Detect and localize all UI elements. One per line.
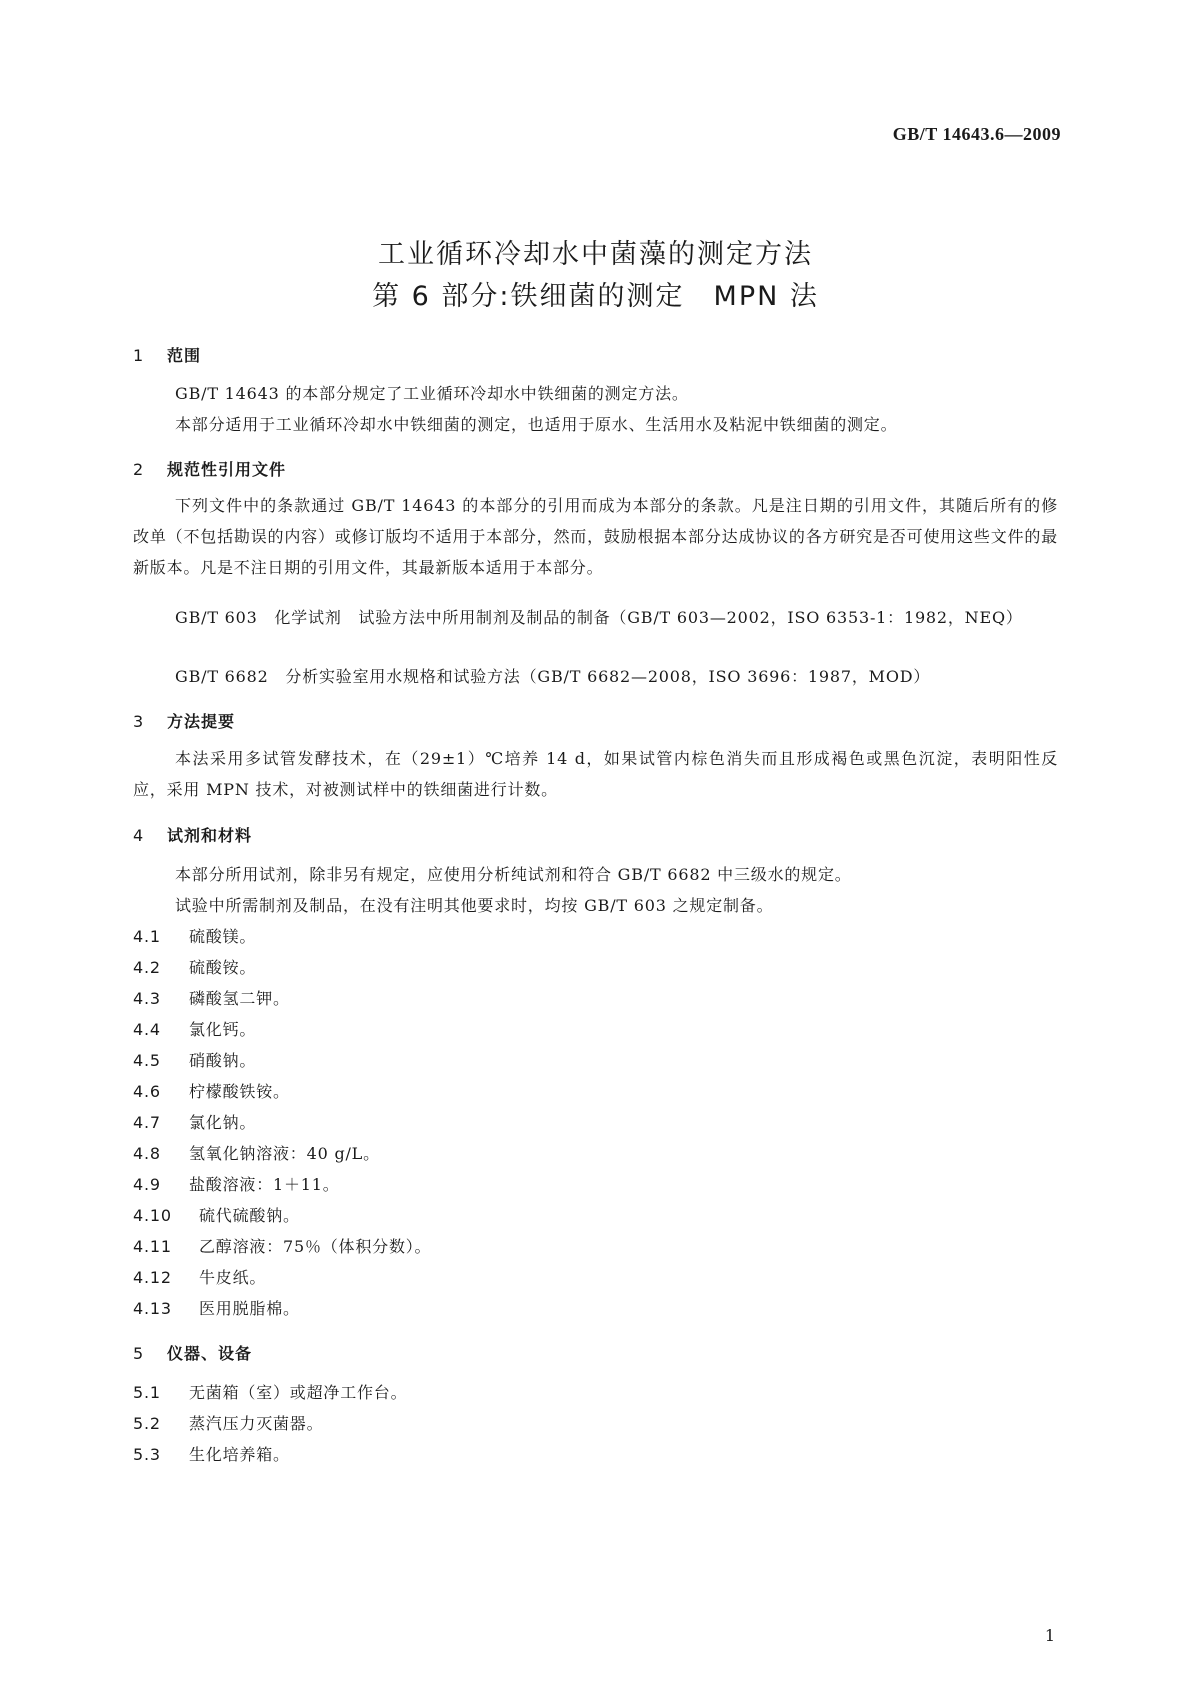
- section-title: 试剂和材料: [167, 826, 253, 845]
- section-title: 范围: [167, 346, 202, 365]
- list-item: 4.12 牛皮纸。: [133, 1268, 267, 1287]
- page-number: 1: [1044, 1626, 1055, 1645]
- section-number: 2: [133, 460, 145, 479]
- section-heading-apparatus: [133, 1341, 252, 1364]
- paragraph: 本部分所用试剂，除非另有规定，应使用分析纯试剂和符合 GB/T 6682 中三级水的规定。: [175, 865, 852, 884]
- paragraph: 下列文件中的条款通过 GB/T 14643 的本部分的引用而成为本部分的条款。凡是注日期的引用文件，其随后所有的修改单（不包括勘误的内容）或修订版均不适用于本部分，然而，鼓励根据本部分达成协议的各方研究是否可使用这些文件的最新版本。凡是不注日期的引用文件，其最新版本适用于本部分。: [133, 496, 1058, 577]
- list-item: 4.1 硫酸镁。: [133, 927, 257, 946]
- list-item: 5.2 蒸汽压力灭菌器。: [133, 1414, 324, 1433]
- standard-number: GB/T 14643.6—2009: [892, 124, 1061, 144]
- section-heading-principle: [133, 709, 235, 732]
- section-number: 1: [133, 346, 145, 365]
- paragraph: GB/T 14643 的本部分规定了工业循环冷却水中铁细菌的测定方法。: [175, 384, 689, 403]
- section-title: 方法提要: [167, 712, 236, 731]
- list-item: 5.3 生化培养箱。: [133, 1445, 290, 1464]
- list-item: 4.9 盐酸溶液：1＋11。: [133, 1175, 340, 1194]
- section-title: 规范性引用文件: [167, 460, 287, 479]
- reference-entry: GB/T 603 化学试剂 试验方法中所用制剂及制品的制备（GB/T 603—2002，ISO 6353-1：1982，NEQ）: [175, 608, 1023, 627]
- list-item: 4.10 硫代硫酸钠。: [133, 1206, 300, 1225]
- paragraph: 本部分适用于工业循环冷却水中铁细菌的测定，也适用于原水、生活用水及粘泥中铁细菌的测定。: [175, 415, 898, 434]
- section-title: 仪器、设备: [167, 1344, 253, 1363]
- section-number: 5: [133, 1344, 145, 1363]
- list-item: 4.13 医用脱脂棉。: [133, 1299, 300, 1318]
- section-heading-normative-references: [133, 457, 286, 480]
- section-number: 3: [133, 712, 145, 731]
- paragraph: 本法采用多试管发酵技术，在（29±1）℃培养 14 d，如果试管内棕色消失而且形成褐色或黑色沉淀，表明阳性反应，采用 MPN 技术，对被测试样中的铁细菌进行计数。: [133, 749, 1058, 799]
- section-number: 4: [133, 826, 145, 845]
- section-heading-scope: [133, 343, 201, 366]
- list-item: 4.2 硫酸铵。: [133, 958, 257, 977]
- list-item: 4.11 乙醇溶液：75％（体积分数）。: [133, 1237, 432, 1256]
- list-item: 4.7 氯化钠。: [133, 1113, 257, 1132]
- section-heading-reagents: [133, 823, 252, 846]
- list-item: 4.6 柠檬酸铁铵。: [133, 1082, 290, 1101]
- list-item: 4.3 磷酸氢二钾。: [133, 989, 290, 1008]
- document-title-line2: 第 6 部分:铁细菌的测定 MPN 法: [372, 281, 819, 312]
- list-item: 4.8 氢氧化钠溶液：40 g/L。: [133, 1144, 380, 1163]
- list-item: 4.4 氯化钙。: [133, 1020, 257, 1039]
- list-item: 4.5 硝酸钠。: [133, 1051, 257, 1070]
- list-item: 5.1 无菌箱（室）或超净工作台。: [133, 1383, 408, 1402]
- reference-entry: GB/T 6682 分析实验室用水规格和试验方法（GB/T 6682—2008，ISO 3696：1987，MOD）: [175, 667, 931, 686]
- document-title-line1: 工业循环冷却水中菌藻的测定方法: [378, 239, 813, 270]
- paragraph: 试验中所需制剂及制品，在没有注明其他要求时，均按 GB/T 603 之规定制备。: [175, 896, 774, 915]
